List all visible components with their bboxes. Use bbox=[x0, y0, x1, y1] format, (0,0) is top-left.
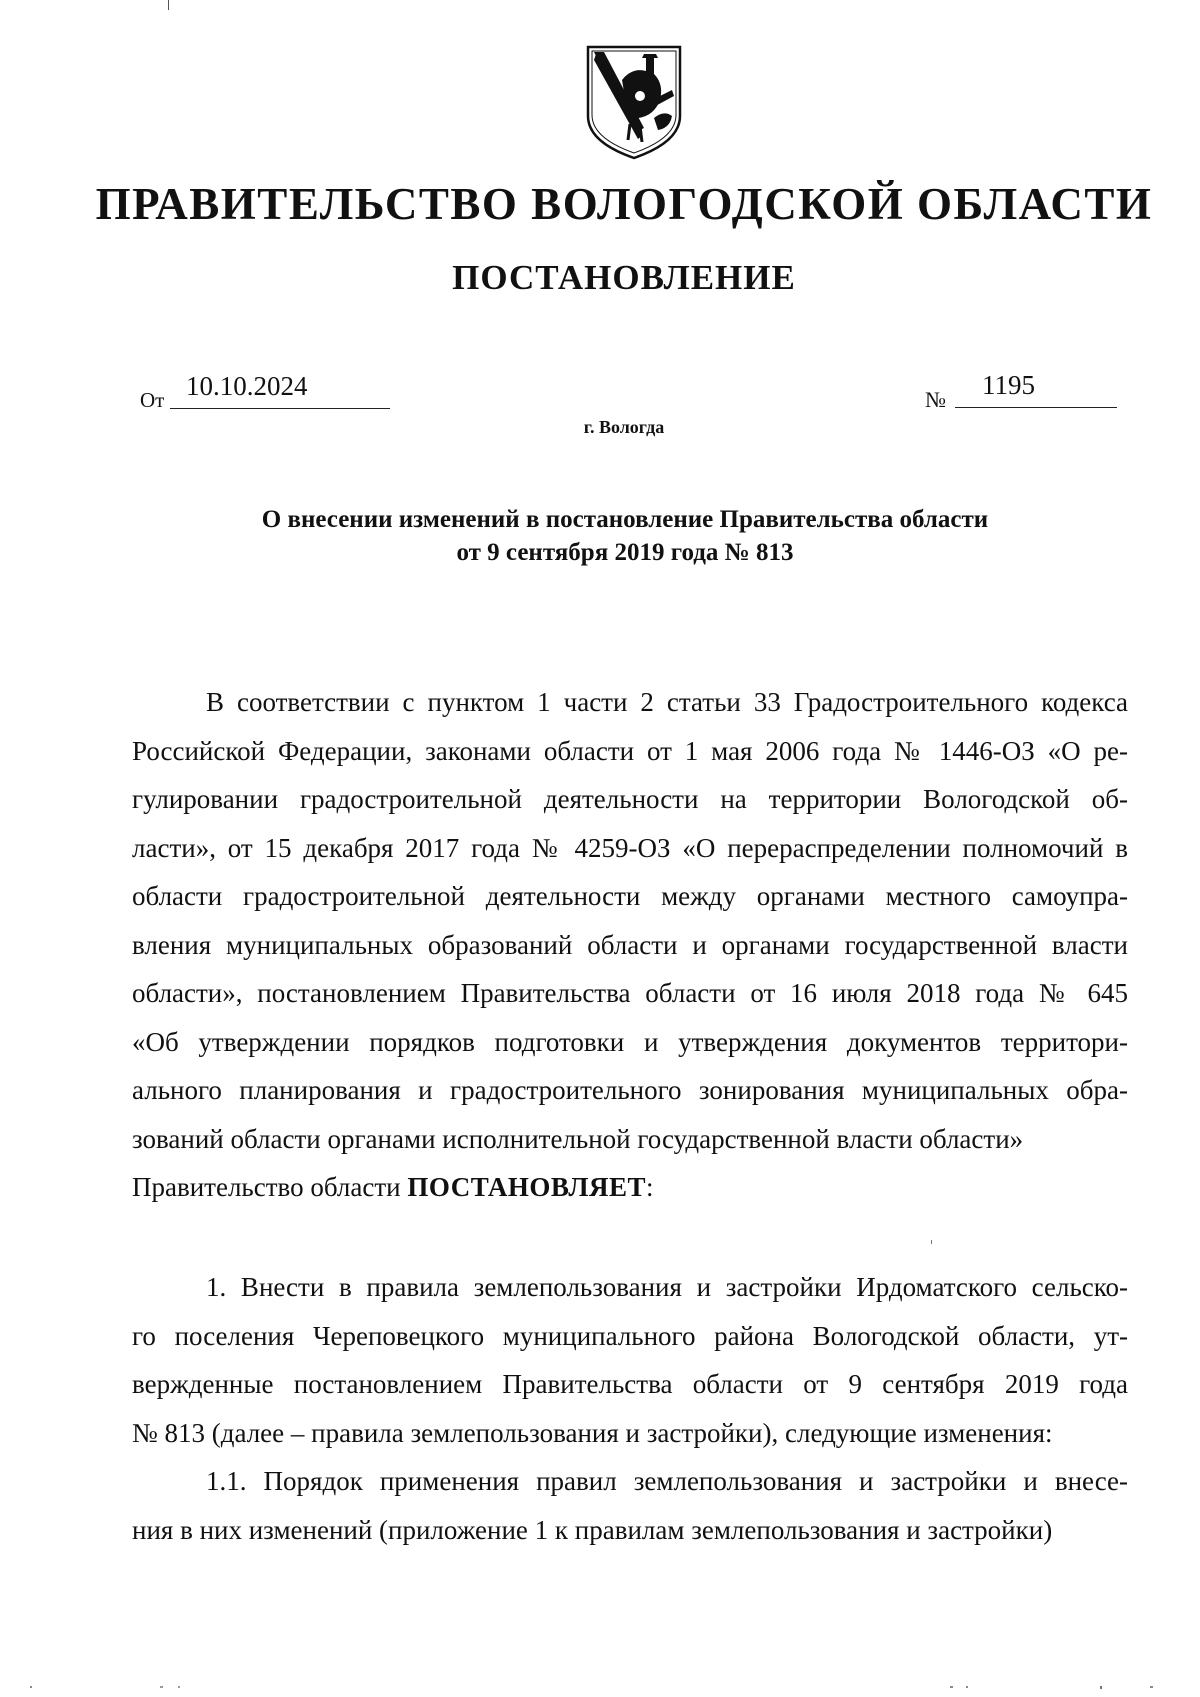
scan-artifact bbox=[931, 1240, 932, 1244]
document-type-title: ПОСТАНОВЛЕНИЕ bbox=[452, 258, 796, 297]
resolves-keyword: ПОСТАНОВЛЯЕТ bbox=[407, 1172, 646, 1202]
text-line: вления муниципальных образований области и органами государственной власти bbox=[132, 929, 1128, 960]
text-line: ласти», от 15 декабря 2017 года № 4259-ОЗ «О перераспределении полномочий в bbox=[132, 832, 1128, 863]
closing-text: Правительство области bbox=[132, 1172, 408, 1202]
scan-artifact bbox=[168, 0, 169, 10]
organization-title: ПРАВИТЕЛЬСТВО ВОЛОГОДСКОЙ ОБЛАСТИ bbox=[95, 179, 1153, 229]
text-line: ального планирования и градостроительного зонирования муниципальных обра- bbox=[132, 1075, 1128, 1105]
text-line: го поселения Череповецкого муниципального района Вологодской области, ут- bbox=[132, 1320, 1128, 1351]
document-subject bbox=[120, 503, 1130, 569]
subject-line: О внесении изменений в постановление Правительства области bbox=[261, 506, 989, 533]
text-line: вержденные постановлением Правительства области от 9 сентября 2019 года bbox=[132, 1369, 1128, 1399]
closing-colon: : bbox=[645, 1172, 654, 1202]
text-line: области градостроительной деятельности между органами местного самоупра- bbox=[132, 881, 1128, 911]
item-1-paragraph bbox=[132, 1263, 1128, 1554]
scan-edge-noise bbox=[0, 1684, 1200, 1690]
text-line: В соответствии с пунктом 1 части 2 статьи 33 Градостроительного кодекса bbox=[206, 687, 1128, 717]
preamble-paragraph bbox=[132, 678, 1128, 1212]
vologda-coat-of-arms-icon bbox=[584, 44, 684, 162]
text-line: «Об утверждении порядков подготовки и утверждения документов территори- bbox=[132, 1026, 1128, 1057]
document-date: 10.10.2024 bbox=[170, 371, 390, 409]
closing-line bbox=[132, 1163, 1128, 1212]
text-line: зований области органами исполнительной государственной власти области» bbox=[132, 1123, 1024, 1154]
text-line: № 813 (далее – правила землепользования и застройки), следующие изменения: bbox=[132, 1417, 1053, 1448]
number-prefix-label: № bbox=[925, 387, 946, 412]
city-label: г. Вологда bbox=[583, 417, 665, 437]
text-line: ния в них изменений (приложение 1 к правилам землепользования и застройки) bbox=[132, 1514, 1053, 1545]
text-line: области», постановлением Правительства области от 16 июля 2018 года № 645 bbox=[132, 978, 1128, 1008]
text-line: 1.1. Порядок применения правил землепользования и застройки и внесе- bbox=[206, 1466, 1128, 1496]
date-prefix-label: От bbox=[140, 388, 165, 412]
text-line: 1. Внести в правила землепользования и застройки Ирдоматского сельско- bbox=[206, 1272, 1128, 1302]
text-line: Российской Федерации, законами области от 1 мая 2006 года № 1446-ОЗ «О ре- bbox=[132, 735, 1128, 766]
subject-line: от 9 сентября 2019 года № 813 bbox=[456, 539, 794, 566]
document-number: 1195 bbox=[955, 370, 1117, 408]
text-line: гулировании градостроительной деятельности на территории Вологодской об- bbox=[132, 784, 1128, 814]
